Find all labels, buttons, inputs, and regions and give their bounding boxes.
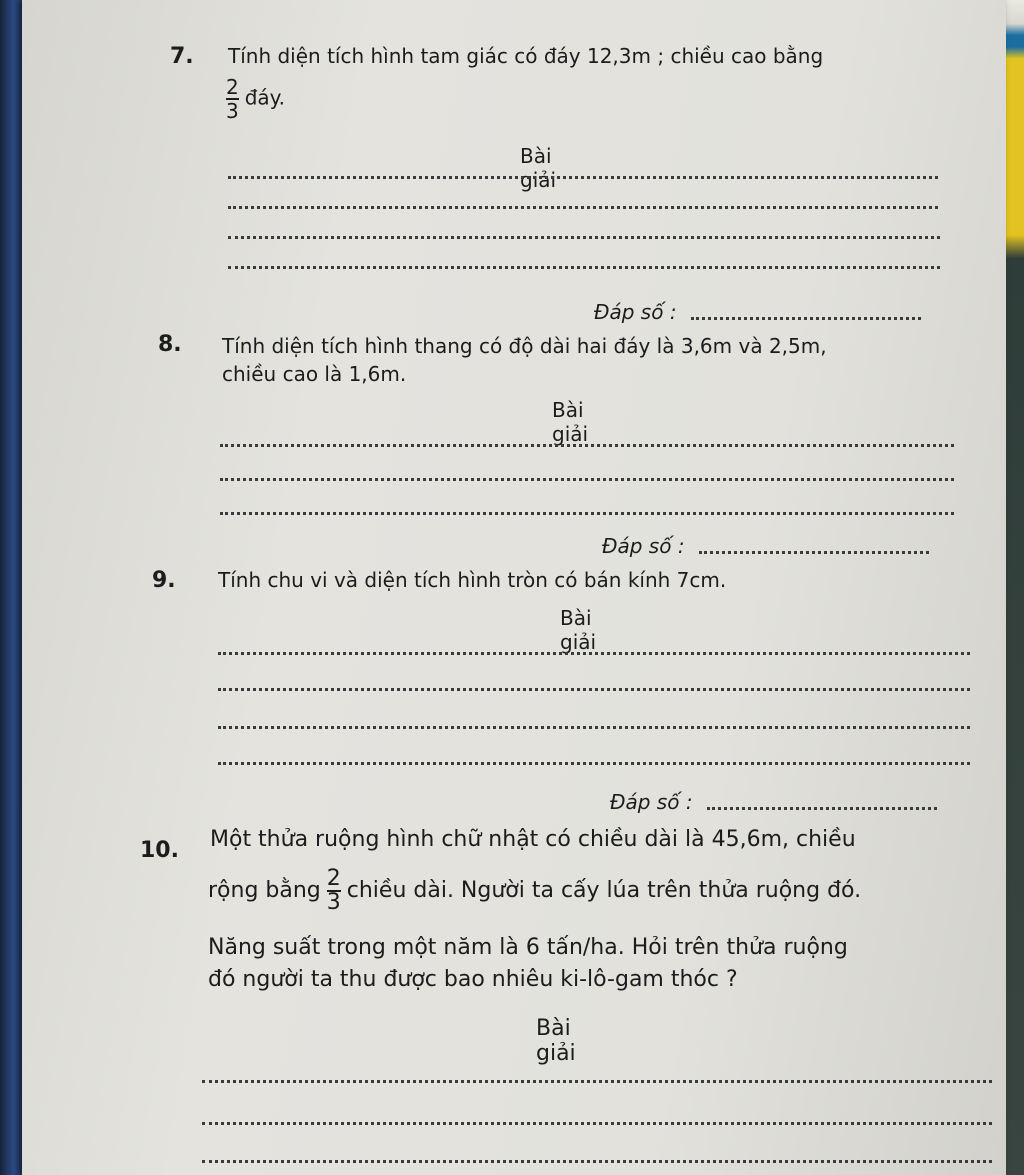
- answer-line[interactable]: [220, 444, 954, 447]
- solution-heading: Bài giải: [552, 398, 589, 446]
- fraction: $\frac{2}{3}$: [326, 866, 341, 915]
- answer-line[interactable]: [218, 688, 970, 691]
- fraction: $\frac{2}{3}$: [226, 75, 239, 123]
- question-text: Tính diện tích hình thang có độ dài hai đáy là 3,6m và 2,5m,: [222, 334, 827, 358]
- solution-heading: Bài giải: [560, 606, 597, 654]
- question-text-cont: đó người ta thu được bao nhiêu ki-lô-gam thóc ?: [208, 967, 738, 992]
- answer-line[interactable]: [228, 176, 938, 179]
- answer-line[interactable]: [228, 266, 940, 269]
- answer-line[interactable]: [220, 512, 954, 515]
- final-answer-line[interactable]: [699, 551, 929, 554]
- question-number: 10.: [140, 838, 179, 863]
- final-answer: Đáp số :: [602, 534, 929, 558]
- final-answer-line[interactable]: [707, 807, 937, 810]
- final-answer: Đáp số :: [594, 300, 921, 324]
- answer-line[interactable]: [218, 762, 970, 765]
- answer-line[interactable]: [218, 726, 970, 729]
- final-answer: Đáp số :: [610, 790, 937, 814]
- final-answer-line[interactable]: [691, 317, 921, 320]
- worksheet-page: [22, 0, 1006, 1175]
- answer-line[interactable]: [202, 1160, 992, 1163]
- question-text: Tính diện tích hình tam giác có đáy 12,3m ; chiều cao bằng: [228, 44, 824, 68]
- question-number: 9.: [152, 568, 176, 593]
- solution-heading: Bài giải: [536, 1016, 576, 1066]
- question-number: 7.: [170, 44, 194, 69]
- answer-line[interactable]: [202, 1080, 992, 1083]
- question-text-cont: chiều cao là 1,6m.: [222, 362, 407, 386]
- answer-line[interactable]: [228, 206, 938, 209]
- question-text-cont: đáy.: [244, 85, 286, 110]
- question-number: 8.: [158, 332, 182, 357]
- question-text: Một thửa ruộng hình chữ nhật có chiều dài là 45,6m, chiều: [210, 827, 856, 852]
- answer-line[interactable]: [220, 478, 954, 481]
- solution-heading: Bài giải: [520, 144, 557, 192]
- question-text: Tính chu vi và diện tích hình tròn có bán kính 7cm.: [218, 568, 727, 592]
- question-text-cont: rộng bằng $\frac{2}{3}$ chiều dài. Người ta cấy lúa trên thửa ruộng đó.: [208, 866, 862, 915]
- answer-line[interactable]: [228, 236, 940, 239]
- answer-line[interactable]: [202, 1122, 992, 1125]
- question-text-cont: Năng suất trong một năm là 6 tấn/ha. Hỏi trên thửa ruộng: [208, 935, 848, 960]
- answer-line[interactable]: [218, 652, 970, 655]
